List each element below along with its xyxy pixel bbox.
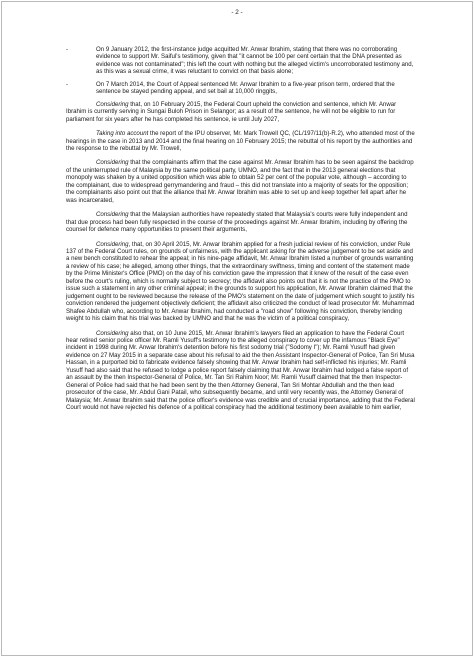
paragraph-lead: Considering xyxy=(96,329,129,337)
paragraph-text: the report of the IPU observer, Mr. Mark Trowell QC, (CL/197/11(b)-R.2), who attended most of the hearings in the case in 2013 and 2014 and the final hearing on 10 February 2015; the rebuttal of his report by the authorities and the response to the rebuttal by Mr. Trowell, xyxy=(66,130,415,152)
paragraph xyxy=(66,211,416,233)
paragraph xyxy=(66,101,416,123)
paragraph-text: , that, on 30 April 2015, Mr. Anwar Ibrahim applied for a fresh judicial review of his conviction, under Rule 137 of the Federal Court rules, on grounds of unfairness, with the applicant asking for the adverse judgement to be set aside and a new bench constituted to rehear the appeal; in his nine-page affidavit, Mr. Anwar Ibrahim listed a number of grounds warranting a review of his case; he alleged, among other things, that the extraordinary swiftness, timing and content of the statement made by the Prime Minister's Office (PMO) on the day of his conviction gave the impression that it knew of the result of the case even before the court's ruling, which is normally subject to secrecy; the affidavit also points out that it is not the practice of the PMO to issue such a statement in any other criminal appeal; in the grounds to support his application, Mr. Anwar Ibrahim claimed that the judgement ought to be reviewed because the release of the PMO's statement on the date of judgement which sought to justify his conviction rendered the judgement objectively deficient; the affidavit also criticized the conduct of lead prosecutor Mr. Muhammad Shafee Abdullah who, according to Mr. Anwar Ibrahim, had conducted a "road show" following his conviction, thereby lending weight to his claim that his trial was backed by UMNO and that he was the victim of a political conspiracy, xyxy=(66,240,415,323)
paragraph-lead: Taking into account xyxy=(96,130,149,138)
bullet-text: On 7 March 2014, the Court of Appeal sentenced Mr. Anwar Ibrahim to a five-year prison term, ordered that the sentence be stayed pending appeal, and set bail at 10,000 ringgits, xyxy=(96,80,395,96)
bullet-dash: - xyxy=(66,80,69,88)
bullet-dash: - xyxy=(66,46,69,53)
paragraph xyxy=(66,241,416,323)
paragraph xyxy=(66,159,416,204)
paragraph-text: that the complainants affirm that the case against Mr. Anwar Ibrahim has to be seen against the backdrop of the uninterrupted rule of Malaysia by the same political party, UMNO, and the fact that in the 2013 general elections that monopoly was shaken by a united opposition which was able to obtain 52 per cent of the popular vote, although – according to the complainant, due to widespread gerrymandering and fraud – this did not translate into a majority of seats for the opposition; the complainants also point out that the alliance that Mr. Anwar Ibrahim was able to set up and keep together fell apart after he was incarcerated, xyxy=(66,159,414,204)
paragraph-text: that, on 10 February 2015, the Federal Court upheld the conviction and sentence, which Mr. Anwar Ibrahim is currently serving in Sungai Buloh Prison in Selangor; as a result of the sentence, he will not be eligible to run for parliament for six years after he has completed his sentence, ie until July 2027, xyxy=(66,100,397,123)
paragraph-lead: Considering xyxy=(96,211,129,219)
document-page xyxy=(1,1,473,656)
page-number: - 2 - xyxy=(231,9,243,16)
paragraph xyxy=(66,130,416,152)
paragraph-text: that the Malaysian authorities have repeatedly stated that Malaysia's courts were fully independent and that due process had been fully respected in the course of the proceedings against Mr. Anwar Ibrahim, including by offering the counsel for defence many opportunities to present their arguments, xyxy=(66,211,408,234)
bullet-text: On 9 January 2012, the first-instance judge acquitted Mr. Anwar Ibrahim, stating that there was no corroborating evidence to support Mr. Saiful's testimony, given that "it cannot be 100 per cent certain that the DNA presented as evidence was not contaminated"; this left the court with nothing but the alleged victim's uncorroborated testimony and, as this was a sexual crime, it was reluctant to convict on that basis alone; xyxy=(96,46,414,76)
bullet-item xyxy=(66,46,416,76)
paragraph-text: also that, on 10 June 2015, Mr. Anwar Ibrahim's lawyers filed an application to have the Federal Court hear retired senior police officer Mr. Ramli Yusuff's testimony to the alleged conspiracy to cover up the infamous "Black Eye" incident in 1998 during Mr. Anwar Ibrahim's detention before his first sodomy trial ("Sodomy I"); Mr. Ramli Yusuff had given evidence on 27 May 2015 in a separate case about his refusal to aid the then Assistant Inspector-General of Police, Tan Sri Musa Hassan, in a purported bid to fabricate evidence falsely showing that Mr. Anwar Ibrahim had self-inflicted his injuries; Mr. Ramli Yusuff had also said that he refused to lodge a police report falsely claiming that Mr. Anwar Ibrahim had lodged a false report of an assault by the then Inspector-General of Police, Mr. Tan Sri Rahim Noor; Mr. Ramli Yusuff claimed that the then Inspector-General of Police had said that he had been sent by the then Attorney General, Tan Sri Mohtar Abdullah and the then lead prosecutor of the case, Mr. Abdul Gani Patail, who subsequently became, and until very recently was, the Attorney General of Malaysia; Mr. Anwar Ibrahim said that the police officer's evidence was credible and of crucial importance, adding that the Federal Court would not have rejected his defence of a political conspiracy had the additional testimony been available to him earlier, xyxy=(66,329,415,412)
paragraph-lead: Considering xyxy=(96,159,129,167)
paragraph-lead: Considering xyxy=(96,100,129,108)
paragraph xyxy=(66,330,416,412)
bullet-item xyxy=(66,81,416,96)
document-body xyxy=(66,46,416,418)
paragraph-lead: Considering xyxy=(96,240,129,248)
